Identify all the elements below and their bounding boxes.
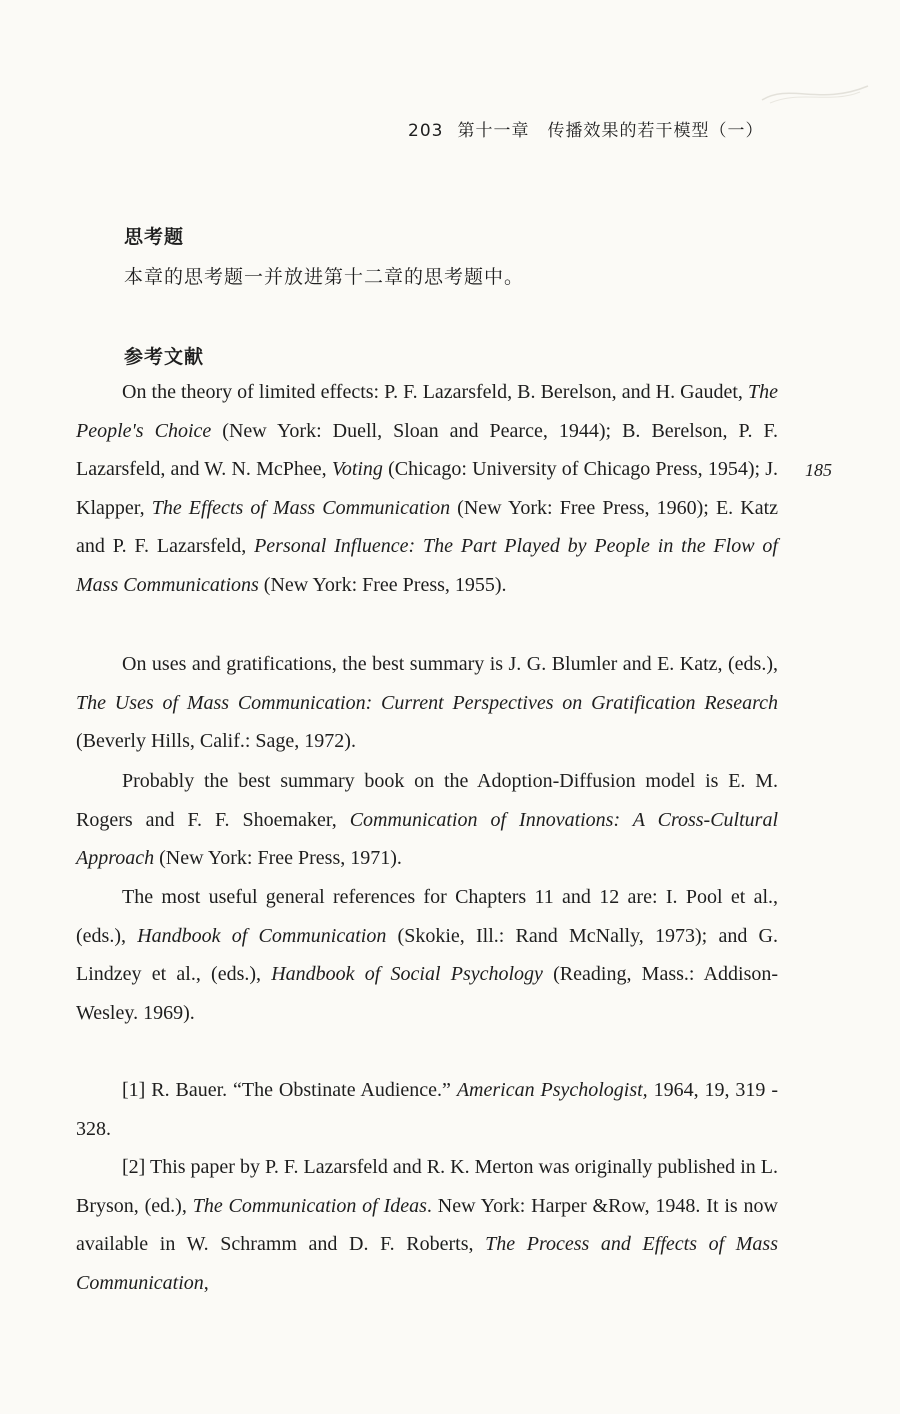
margin-page-number: 185 [805, 460, 832, 480]
italic-title: Voting [331, 458, 383, 480]
text-run: [1] R. Bauer. “The Obstinate Audience.” [122, 1079, 457, 1101]
italic-title: Handbook of Social Psychology [271, 963, 543, 985]
reference-paragraph [76, 762, 778, 878]
text-run: . New York: Harper &Row, 1948. It is now available in W. Schramm and D. F. Roberts, [76, 1194, 778, 1255]
italic-title: The People's Choice [76, 381, 778, 442]
running-head [408, 116, 788, 141]
text-run: On uses and gratifications, the best summary is J. G. Blumler and E. Katz, (eds.), [122, 653, 778, 675]
references-heading: 参考文献 [124, 346, 205, 368]
text-run: Probably the best summary book on the Adoption-Diffusion model is E. M. Rogers and F. F. Shoemaker, [76, 770, 778, 831]
reference-paragraph [76, 878, 778, 1032]
reference-paragraph [76, 645, 778, 761]
reference-paragraph [76, 373, 778, 604]
italic-title: The Effects of Mass Communication [151, 496, 451, 519]
text-run: (New York: Free Press, 1971). [154, 847, 402, 869]
italic-title: The Communication of Ideas [192, 1194, 427, 1217]
text-run: The most useful general references for Chapters 11 and 12 are: I. Pool et al., (eds.), [76, 886, 778, 947]
italic-title: The Process and Effects of Mass Communication [76, 1233, 779, 1294]
page-number: 203 [408, 121, 444, 141]
italic-title: Communication of Innovations: A Cross-Cultural Approach [76, 808, 779, 869]
text-run: (Reading, Mass.: Addison-Wesley. 1969). [76, 963, 779, 1024]
text-run: (Skokie, Ill.: Rand McNally, 1973); and G. Lindzey et al., (eds.), [76, 924, 778, 985]
questions-text: 本章的思考题一并放进第十二章的思考题中。 [124, 266, 525, 288]
corner-decoration [760, 78, 870, 108]
questions-heading: 思考题 [124, 226, 185, 248]
text-run: On the theory of limited effects: P. F. Lazarsfeld, B. Berelson, and H. Gaudet, [122, 381, 748, 403]
italic-title: American Psychologist, [456, 1079, 648, 1101]
endnote [76, 1148, 778, 1302]
text-run: (Chicago: University of Chicago Press, 1954); J. Klapper, [76, 458, 779, 519]
text-run: (New York: Free Press, 1960); E. Katz and P. F. Lazarsfeld, [76, 496, 779, 557]
italic-title: Handbook of Communication [137, 924, 387, 947]
text-run: 1964, 19, 319 - 328. [76, 1079, 778, 1140]
italic-title: Personal Influence: The Part Played by People in the Flow of Mass Communications [76, 535, 778, 596]
italic-title: The Uses of Mass Communication: Current Perspectives on Gratification Research [76, 691, 778, 714]
endnote [76, 1071, 778, 1148]
text-run: (Beverly Hills, Calif.: Sage, 1972). [76, 730, 356, 752]
text-run: (New York: Duell, Sloan and Pearce, 1944); B. Berelson, P. F. Lazarsfeld, and W. N. McPhee, [76, 419, 778, 480]
chapter-title: 传播效果的若干模型（一） [547, 121, 764, 141]
text-run: (New York: Free Press, 1955). [258, 573, 507, 596]
text-run: , [203, 1271, 209, 1294]
text-run: [2] This paper by P. F. Lazarsfeld and R. K. Merton was originally published in L. Bryson, (ed.), [76, 1156, 778, 1217]
chapter-label: 第十一章 [457, 121, 530, 141]
